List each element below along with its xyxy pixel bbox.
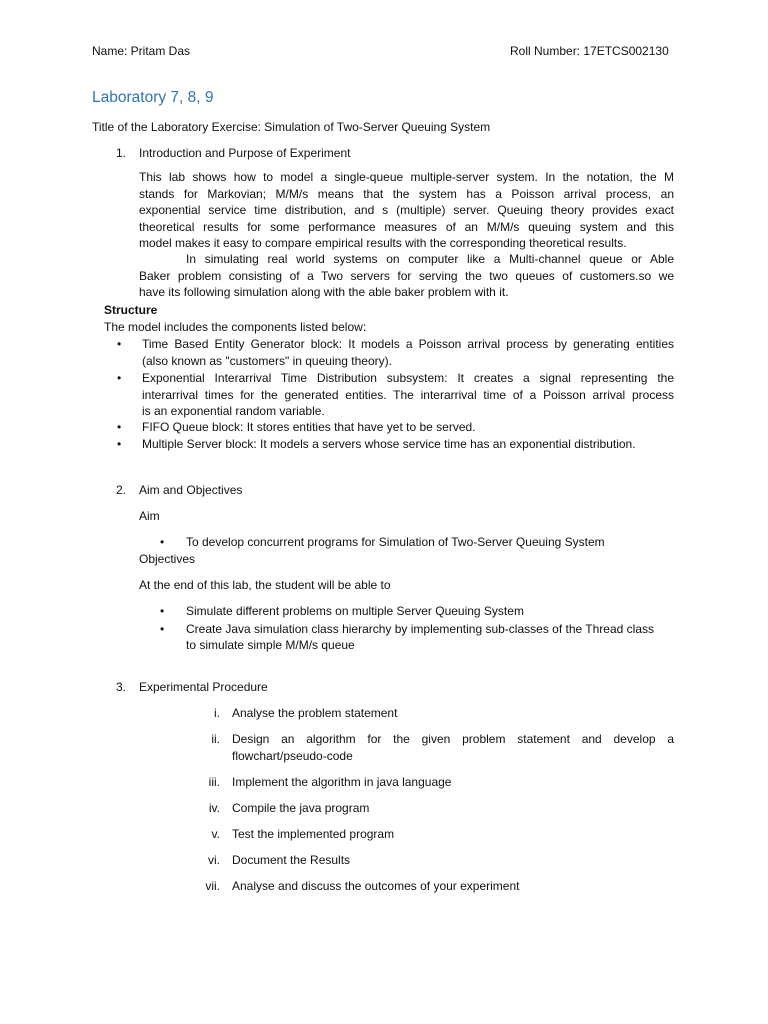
section-1-heading: Introduction and Purpose of Experiment: [139, 146, 351, 160]
bullet-icon: •: [117, 337, 122, 351]
step-numeral: v.: [211, 827, 220, 841]
structure-intro: The model includes the components listed below:: [104, 320, 367, 334]
procedure-step: Analyse the problem statement: [232, 706, 398, 720]
paragraph-line: model makes it easy to compare empirical results with the corresponding theoretical results.: [139, 236, 627, 250]
component-item: [142, 370, 674, 420]
item-line: (also known as "customers" in queuing theory).: [142, 353, 392, 368]
paragraph-line: exponential service time distribution, and s (multiple) server. Queuing theory provides exact: [139, 203, 674, 217]
bullet-icon: •: [117, 420, 122, 434]
bullet-icon: •: [160, 535, 165, 549]
simulation-paragraph: [139, 251, 674, 301]
structure-heading: Structure: [104, 303, 158, 317]
intro-paragraph: [139, 169, 674, 252]
paragraph-line: In simulating real world systems on computer like a Multi-channel queue or Able: [186, 252, 674, 266]
objective-item-continued: to simulate simple M/M/s queue: [186, 638, 355, 652]
aim-item: To develop concurrent programs for Simulation of Two-Server Queuing System: [186, 535, 605, 549]
step-numeral: iii.: [208, 775, 220, 789]
objectives-intro: At the end of this lab, the student will be able to: [139, 578, 391, 592]
bullet-icon: •: [117, 371, 122, 385]
paragraph-line: stands for Markovian; M/M/s means that the system has a Poisson arrival process, an: [139, 186, 674, 201]
bullet-icon: •: [117, 437, 122, 451]
bullet-icon: •: [160, 622, 165, 636]
paragraph-line: have its following simulation along with the able baker problem with it.: [139, 285, 509, 299]
section-2-heading: Aim and Objectives: [139, 483, 243, 497]
component-item: FIFO Queue block: It stores entities that have yet to be served.: [142, 420, 476, 434]
component-item: Multiple Server block: It models a servers whose service time has an exponential distribution.: [142, 437, 636, 451]
section-1-number: 1.: [116, 146, 127, 160]
step-line: Design an algorithm for the given problem statement and develop a: [232, 732, 674, 746]
objective-item: Create Java simulation class hierarchy by implementing sub-classes of the Thread class: [186, 622, 654, 636]
step-numeral: iv.: [208, 801, 220, 815]
section-3-number: 3.: [116, 680, 127, 694]
paragraph-line: Baker problem consisting of a Two servers for serving the two queues of customers.so we: [139, 268, 674, 283]
roll-number: Roll Number: 17ETCS002130: [510, 44, 669, 58]
step-numeral: i.: [214, 706, 220, 720]
step-numeral: vi.: [208, 853, 220, 867]
section-3-heading: Experimental Procedure: [139, 680, 268, 694]
aim-label: Aim: [139, 509, 160, 523]
section-2-number: 2.: [116, 483, 127, 497]
component-item: [142, 336, 674, 369]
exercise-title: Title of the Laboratory Exercise: Simulation of Two-Server Queuing System: [92, 120, 491, 134]
step-numeral: vii.: [205, 879, 220, 893]
paragraph-line: theoretical results for some performance measures of an M/M/s queuing system and this: [139, 219, 674, 234]
procedure-step: Test the implemented program: [232, 827, 395, 841]
procedure-step: Implement the algorithm in java language: [232, 775, 452, 789]
procedure-step: Analyse and discuss the outcomes of your experiment: [232, 879, 520, 893]
paragraph-line: This lab shows how to model a single-queue multiple-server system. In the notation, the M: [139, 170, 674, 184]
item-line: Time Based Entity Generator block: It models a Poisson arrival process by generating entities: [142, 337, 674, 351]
bullet-icon: •: [160, 604, 165, 618]
item-line: is an exponential random variable.: [142, 404, 325, 418]
item-line: Exponential Interarrival Time Distribution subsystem: It creates a signal representing the: [142, 371, 674, 385]
objectives-label: Objectives: [139, 552, 196, 566]
procedure-step: [232, 731, 674, 764]
objective-item: Simulate different problems on multiple Server Queuing System: [186, 604, 524, 618]
step-numeral: ii.: [211, 732, 220, 746]
step-line: flowchart/pseudo-code: [232, 748, 353, 763]
item-line: interarrival times for the generated entities. The interarrival time of a Poisson arrival process: [142, 387, 674, 402]
procedure-step: Document the Results: [232, 853, 351, 867]
procedure-step: Compile the java program: [232, 801, 370, 815]
student-name: Name: Pritam Das: [92, 44, 191, 58]
lab-title: Laboratory 7, 8, 9: [92, 89, 214, 106]
